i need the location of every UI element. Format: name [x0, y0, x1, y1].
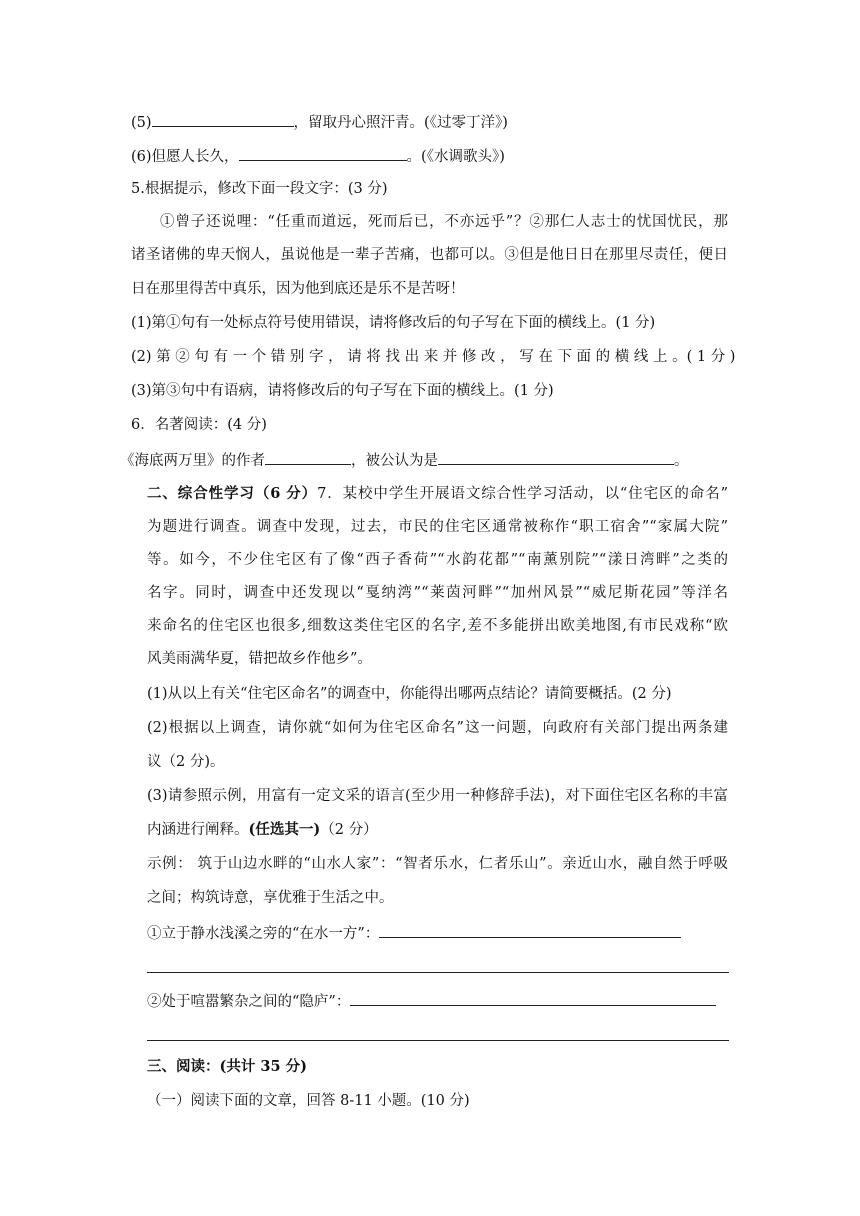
q5-passage-line: 日在那里得苦中真乐，因为他到底还是乐不是苦呀！: [131, 281, 465, 297]
q5-sub1: (1)第①句有一处标点符号使用错误，请将修改后的句子写在下面的横线上。(1 分): [131, 315, 656, 331]
section2-sub3: (3)请参照示例，用富有一定文采的语言(至少用一种修辞手法)，对下面住宅区名称的丰富: [147, 788, 728, 804]
example-line: 之间；构筑诗意，享优雅于生活之中。: [147, 890, 394, 906]
q6-header: 6．名著阅读：(4 分): [131, 417, 267, 433]
option1-line: [147, 922, 681, 944]
q6-text: 《海底两万里》的作者: [120, 453, 265, 469]
section2-line: 为题进行调查。调查中发现，过去，市民的住宅区通常被称作“职工宿舍”“家属大院”: [147, 519, 728, 535]
section2-heading: 二、综合性学习（6 分）: [147, 485, 318, 502]
q6-line: [120, 449, 689, 471]
section2-sub2-cont: 议（2 分)。: [147, 754, 225, 770]
answer-blank[interactable]: [152, 111, 294, 127]
item-text: (6)但愿人长久，: [131, 149, 239, 165]
section3-heading: 三、阅读：(共计 35 分): [147, 1058, 307, 1075]
q6-text: ，被公认为是: [351, 453, 438, 469]
q4-item6: [131, 145, 505, 167]
section2-first-line: [147, 484, 728, 504]
option2-line: [147, 990, 716, 1012]
section3-sub1: （一）阅读下面的文章，回答 8-11 小题。(10 分): [147, 1093, 470, 1109]
answer-line[interactable]: [147, 1040, 729, 1041]
q6-text: 。: [674, 453, 689, 469]
section2-line: 等。如今，不少住宅区有了像“西子香荷”“水韵花都”“南薰别院”“漾日湾畔”之类的: [147, 552, 728, 568]
sub3-bold: (任选其一): [248, 821, 321, 838]
section2-line: 风美雨满华夏，错把故乡作他乡”。: [147, 651, 372, 667]
answer-line[interactable]: [147, 972, 729, 973]
q5-passage-line: 诸圣诸佛的卑天悯人，虽说他是一辈子苦痛，也都可以。③但是他日日在那里尽责任，便日: [131, 247, 728, 263]
option2-text: ②处于喧嚣繁杂之间的“隐庐”：: [147, 994, 351, 1010]
item-text: ，留取丹心照汗青。(《过零丁洋》): [293, 115, 508, 131]
q5-sub2: (2) 第 ② 句 有 一 个 错 别 字 ， 请 将 找 出 来 并 修 改 ， 写 在 下 面 的 横 线 上 。( 1 分 ): [131, 349, 736, 365]
q4-item5: [131, 111, 508, 133]
section2-sub2: (2)根据以上调查，请你就“如何为住宅区命名”这一问题，向政府有关部门提出两条建: [147, 720, 728, 736]
section2-sub3-cont: [147, 820, 378, 840]
section2-line: 名字。同时，调查中还发现以“戛纳湾”“莱茵河畔”“加州风景”“威尼斯花园”等洋名: [147, 585, 728, 601]
sub3-text: 内涵进行阐释。: [147, 822, 249, 838]
option1-text: ①立于静水浅溪之旁的“在水一方”：: [147, 926, 380, 942]
item-number: (5): [131, 115, 152, 131]
answer-blank[interactable]: [239, 145, 407, 161]
q5-header: 5.根据提示，修改下面一段文字：(3 分): [131, 181, 388, 197]
q5-sub3: (3)第③句中有语病，请将修改后的句子写在下面的横线上。(1 分): [131, 383, 554, 399]
title-blank[interactable]: [438, 449, 674, 465]
sub3-points: （2 分）: [320, 822, 378, 838]
item-text: 。(《水调歌头》): [406, 149, 505, 165]
section2-text: 7．某校中学生开展语文综合性学习活动，以“住宅区的命名”: [317, 486, 728, 502]
option1-blank[interactable]: [379, 922, 681, 938]
example-line: 示例： 筑于山边水畔的“山水人家”：“智者乐水，仁者乐山”。亲近山水，融自然于呼吸: [147, 856, 728, 872]
author-blank[interactable]: [265, 449, 351, 465]
q5-passage-line: ①曾子还说哩：“任重而道远，死而后已，不亦远乎”？②那仁人志士的忧国忧民，那: [160, 214, 728, 230]
option2-blank[interactable]: [350, 990, 716, 1006]
section2-line: 来命名的住宅区也很多,细数这类住宅区的名字,差不多能拼出欧美地图,有市民戏称“欧: [147, 618, 728, 634]
section2-sub1: (1)从以上有关“住宅区命名”的调查中，你能得出哪两点结论？请简要概括。(2 分): [147, 686, 672, 702]
